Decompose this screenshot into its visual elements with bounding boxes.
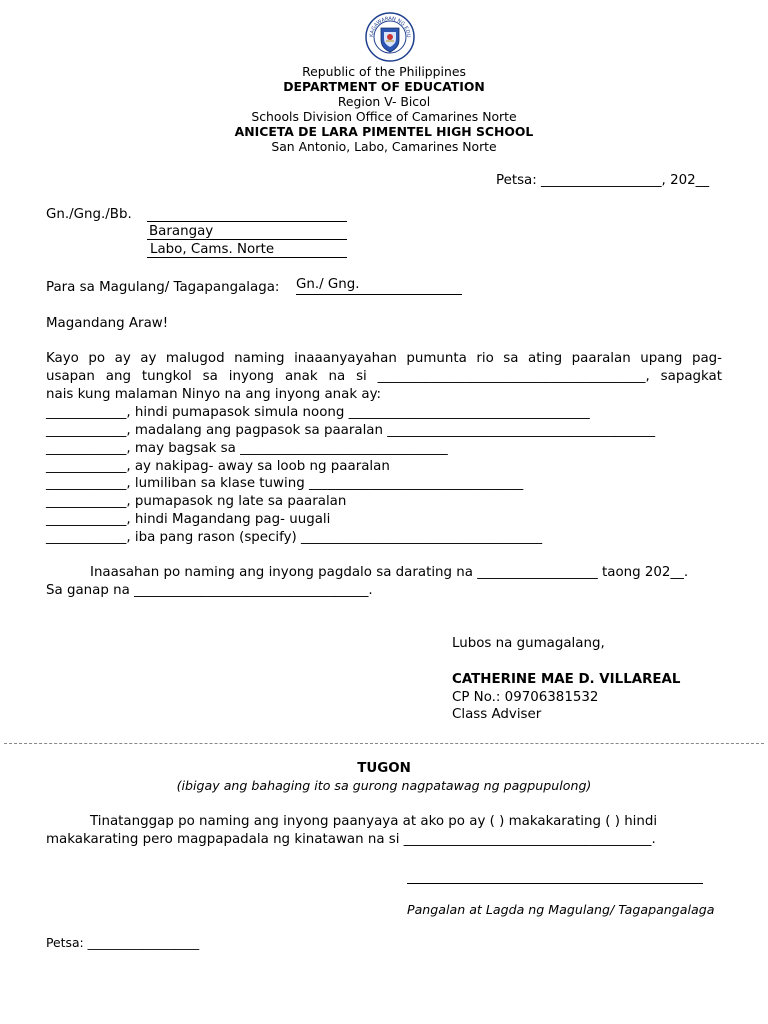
intro-line-3: nais kung malaman Ninyo na ang inyong anak ay:	[46, 387, 382, 402]
intro-line-2: usapan ang tungkol sa inyong anak na si ________________________________________, sapagkat	[46, 369, 722, 384]
signatory-phone: CP No.: 09706381532	[452, 690, 599, 705]
header-school: ANICETA DE LARA PIMENTEL HIGH SCHOOL	[234, 124, 534, 139]
signatory-title: Class Adviser	[452, 707, 542, 722]
date-line: Petsa: __________________, 202__	[496, 173, 710, 188]
reason-item: ____________, hindi Magandang pag- uugali	[46, 512, 331, 527]
header-department: DEPARTMENT OF EDUCATION	[283, 79, 485, 94]
seal-text: KAGAWARAN NG EDU	[368, 15, 412, 38]
reason-item: ____________, ay nakipag- away sa loob ng paaralan	[46, 459, 390, 474]
deped-seal-icon	[365, 12, 415, 62]
signatory-name: CATHERINE MAE D. VILLAREAL	[452, 672, 681, 687]
addressee-town-line	[147, 242, 347, 258]
addressee-barangay: Barangay	[149, 224, 214, 239]
signature-line	[407, 883, 703, 884]
intro-line-1: Kayo po ay ay malugod naming inaaanyayahan pumunta rio sa ating paaralan upang pag-	[46, 351, 722, 366]
signature-label: Pangalan at Lagda ng Magulang/ Tagapangalaga	[407, 902, 715, 917]
expect-line-1: Inaasahan po naming ang inyong pagdalo sa darating na __________________ taong 202__.	[90, 565, 689, 580]
reply-date: Petsa: __________________	[46, 935, 200, 950]
cut-line-divider	[4, 743, 764, 744]
reason-item: ____________, hindi pumapasok simula noong ____________________________________	[46, 405, 590, 420]
header-region: Region V- Bicol	[337, 94, 431, 109]
para-value-line	[296, 277, 462, 295]
reason-item: ____________, madalang ang pagpasok sa paaralan ________________________________________	[46, 423, 656, 438]
para-value: Gn./ Gng.	[296, 277, 360, 292]
addressee-name-line	[147, 206, 347, 222]
reply-line-2: makakarating pero magpapadala ng kinatawan na si _____________________________________.	[46, 832, 656, 847]
reason-item: ____________, lumiliban sa klase tuwing ________________________________	[46, 476, 524, 491]
closing-salutation: Lubos na gumagalang,	[452, 636, 605, 651]
reply-title: TUGON	[357, 761, 411, 776]
header-republic: Republic of the Philippines	[302, 64, 466, 79]
addressee-barangay-line	[147, 224, 347, 240]
reply-line-1: Tinatanggap po naming ang inyong paanyaya at ako po ay ( ) makakarating ( ) hindi	[90, 814, 658, 829]
reason-item: ____________, iba pang rason (specify) ____________________________________	[46, 530, 543, 545]
reason-item: ____________, pumapasok ng late sa paaralan	[46, 494, 347, 509]
header-division: Schools Division Office of Camarines Norte	[251, 109, 517, 124]
para-label: Para sa Magulang/ Tagapangalaga:	[46, 280, 280, 295]
reply-subtitle: (ibigay ang bahaging ito sa gurong nagpatawag ng pagpupulong)	[176, 778, 592, 793]
expect-line-2: Sa ganap na ___________________________________.	[46, 583, 373, 598]
addressee-town: Labo, Cams. Norte	[150, 242, 275, 257]
header-address: San Antonio, Labo, Camarines Norte	[271, 139, 497, 154]
reason-item: ____________, may bagsak sa _______________________________	[46, 441, 448, 456]
addressee-label: Gn./Gng./Bb.	[46, 207, 132, 222]
greeting: Magandang Araw!	[46, 316, 169, 331]
